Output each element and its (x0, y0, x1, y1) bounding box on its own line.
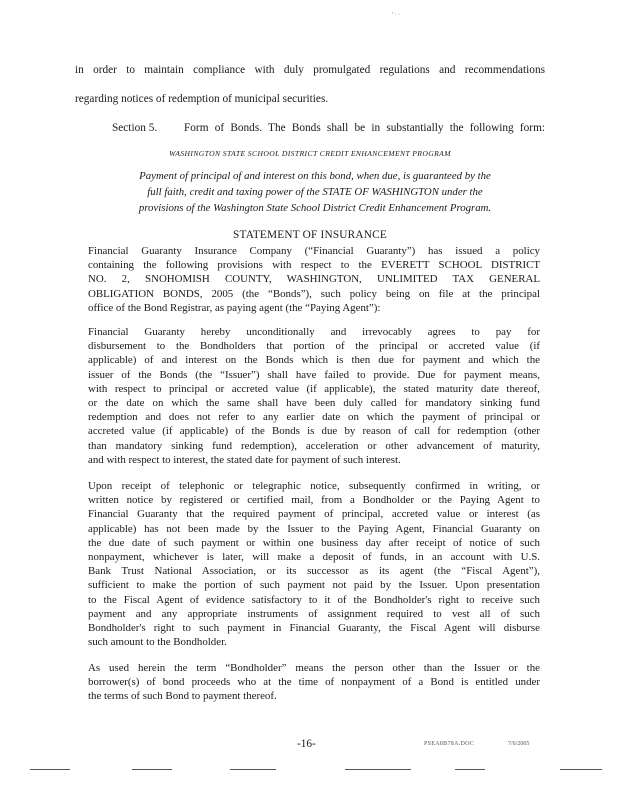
text-line: payment and any appropriate instruments of assignment required to vest all of such (88, 607, 540, 620)
text-line: As used herein the term “Bondholder” means the person other than the Issuer or the (88, 662, 540, 674)
paragraph-4 (88, 661, 540, 704)
section-number: Section 5. (112, 122, 158, 134)
text-line: to the Fiscal Agent of evidence satisfactory to it of the Bondholder's right to receive such (88, 593, 540, 606)
text-line: sufficient to make the portion of such payment not paid by the Issuer. Upon presentation (88, 579, 540, 592)
text-line: than mandatory sinking fund redemption), acceleration or other advancement of maturity, (88, 439, 540, 452)
text-line: borrower(s) of bond proceeds who at the time of nonpayment of a Bond is entitled under (88, 676, 540, 689)
text-line: OBLIGATION BONDS, 2005 (the “Bonds”), such policy being on file at the principal (88, 287, 540, 300)
text-line: NO. 2, SNOHOMISH COUNTY, WASHINGTON, UNLIMITED TAX GENERAL (88, 273, 540, 286)
text-line: redemption and does not refer to any earlier date on which the payment of principal or (88, 411, 540, 424)
paragraph-2 (88, 325, 540, 467)
text-line: containing the following provisions with respect to the EVERETT SCHOOL DISTRICT (88, 259, 540, 272)
footer-rule (560, 769, 602, 770)
text-line: with respect to principal or accreted value (if applicable), the stated maturity date thereof, (88, 382, 540, 395)
text-line: accreted value (if applicable) of the Bonds is due by reason of call for redemption (other (88, 425, 540, 438)
text-line: the terms of such Bond to payment thereof. (88, 690, 277, 703)
text-line: office of the Bond Registrar, as paying agent (the “Paying Agent”): (88, 301, 381, 314)
guarantee-legend (95, 169, 535, 216)
document-id: PSEA8B78A.DOC (424, 741, 475, 747)
text-line: Bondholder's right to such payment in Financial Guaranty, the Fiscal Agent will disburse (88, 622, 540, 635)
text-line: or the date on which the same shall have been duly called for mandatory sinking fund (88, 397, 540, 410)
statement-title: STATEMENT OF INSURANCE (233, 229, 387, 241)
document-date: 7/6/2005 (508, 741, 530, 747)
text-line: applicable) has not been made by the Issuer to the Paying Agent, Financial Guaranty on (88, 522, 540, 535)
text-line: Upon receipt of telephonic or telegraphic notice, subsequently confirmed in writing, or (88, 480, 540, 492)
text-line: and with respect to interest, the stated date for payment of such interest. (88, 453, 401, 466)
footer-rule (455, 769, 485, 770)
section-text: Form of Bonds. The Bonds shall be in substantially the following form: (184, 122, 545, 134)
text-line: nonpayment, whichever is later, will make a deposit of funds, in an account with U.S. (88, 551, 540, 564)
text-line: Financial Guaranty hereby unconditionally and irrevocably agrees to pay for (88, 326, 540, 338)
text-line: disbursement to the Bondholders that portion of the principal or accreted value (if (88, 340, 540, 353)
credit-enhancement-heading: WASHINGTON STATE SCHOOL DISTRICT CREDIT ENHANCEMENT PROGRAM (169, 149, 451, 158)
text-line: Financial Guaranty that the required payment of principal, accreted value or interest (as (88, 508, 540, 521)
text-line: Bank Trust National Association, or its successor as its agent (the “Fiscal Agent”), (88, 565, 540, 578)
intro-line-2: regarding notices of redemption of municipal securities. (75, 93, 329, 105)
text-line: such amount to the Bondholder. (88, 636, 227, 649)
footer-rule (132, 769, 172, 770)
footer-rule (30, 769, 70, 770)
text-line: applicable) of and interest on the Bonds which is then due for payment and which the (88, 354, 540, 367)
text-line: Financial Guaranty Insurance Company (“Financial Guaranty”) has issued a policy (88, 245, 540, 257)
intro-line-1: in order to maintain compliance with duly promulgated regulations and recommendations (75, 64, 545, 76)
paragraph-3 (88, 479, 540, 649)
text-line: the due date of such payment or within one business day after receipt of notice of such (88, 536, 540, 549)
page-number: -16- (297, 738, 316, 750)
paragraph-1 (88, 244, 540, 315)
guarantee-line: full faith, credit and taxing power of the STATE OF WASHINGTON under the (147, 185, 483, 198)
guarantee-line: Payment of principal of and interest on this bond, when due, is guaranteed by the (139, 170, 491, 182)
guarantee-line: provisions of the Washington State School District Credit Enhancement Program. (138, 201, 492, 214)
text-line: issuer of the Bonds (the “Issuer”) shall have failed to provide. Due for payment means, (88, 368, 540, 381)
text-line: written notice by registered or certified mail, from a Bondholder or the Paying Agent to (88, 494, 540, 507)
header-mark: ' · · (392, 12, 401, 18)
footer-rule (230, 769, 276, 770)
footer-rule (345, 769, 411, 770)
